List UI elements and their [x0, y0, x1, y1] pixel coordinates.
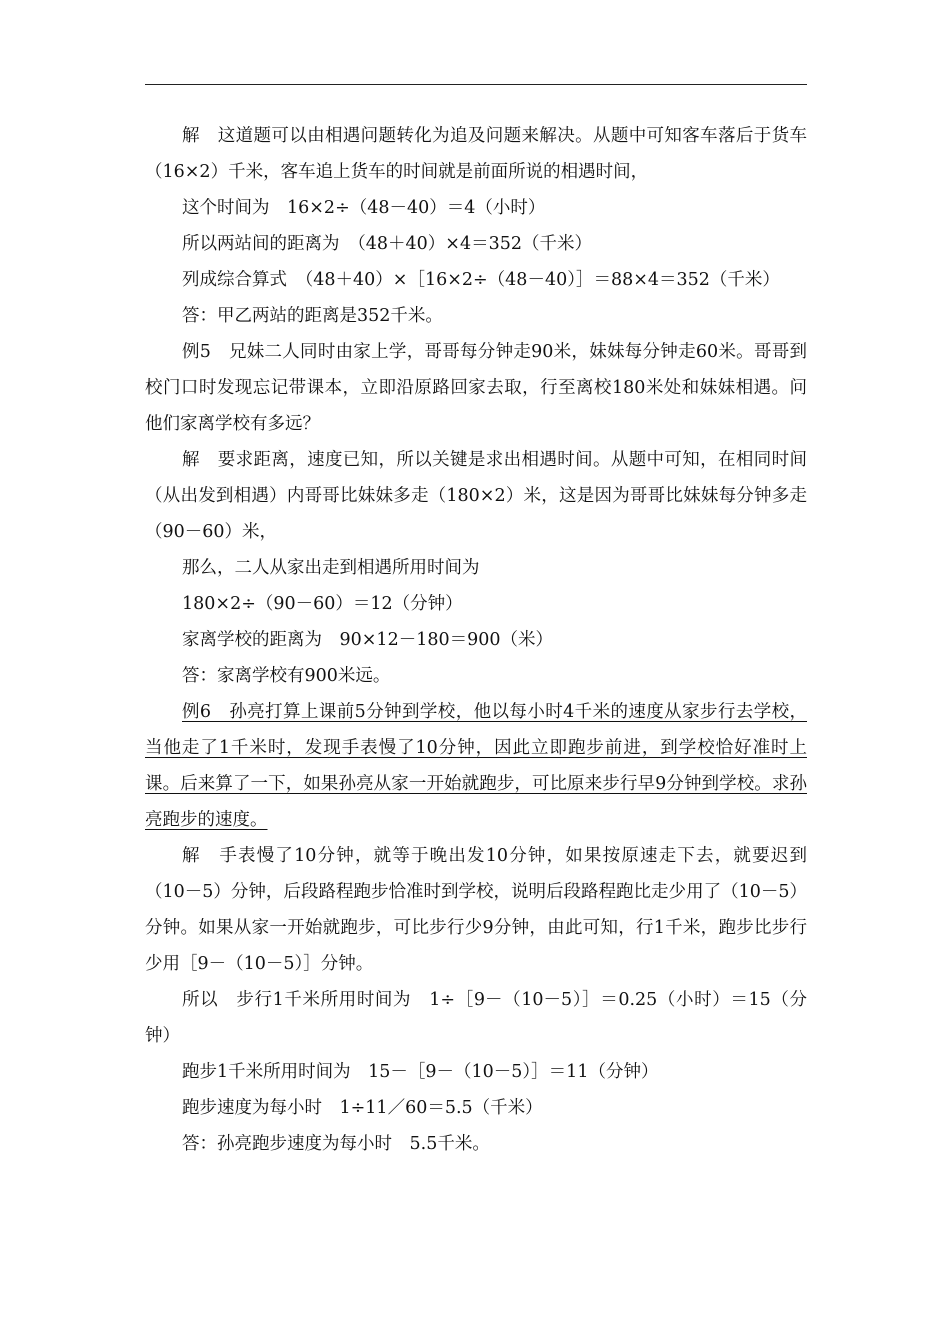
document-body: [145, 118, 807, 1162]
header-rule: [145, 84, 807, 85]
paragraph: 答：孙亮跑步速度为每小时 5.5千米。: [182, 1134, 490, 1154]
paragraph: 所以 步行1千米所用时间为 1÷［9－（10－5）］＝0.25（小时）＝15（分钟）: [145, 990, 807, 1046]
paragraph: 答：家离学校有900米远。: [182, 666, 391, 686]
paragraph: 答：甲乙两站的距离是352千米。: [182, 306, 443, 326]
paragraph-example-5: 例5 兄妹二人同时由家上学，哥哥每分钟走90米，妹妹每分钟走60米。哥哥到校门口时发现忘记带课本，立即沿原路回家去取，行至离校180米处和妹妹相遇。问他们家离学校有多远？: [145, 342, 807, 434]
paragraph: 那么，二人从家出走到相遇所用时间为: [182, 558, 480, 578]
paragraph: 家离学校的距离为 90×12－180＝900（米）: [182, 630, 554, 650]
paragraph: 这个时间为 16×2÷（48－40）＝4（小时）: [182, 198, 546, 218]
paragraph: 跑步1千米所用时间为 15－［9－（10－5）］＝11（分钟）: [182, 1062, 659, 1082]
paragraph: 所以两站间的距离为 （48＋40）×4＝352（千米）: [182, 234, 592, 254]
paragraph-example-6: 例6 孙亮打算上课前5分钟到学校，他以每小时4千米的速度从家步行去学校，当他走了1千米时，发现手表慢了10分钟，因此立即跑步前进，到学校恰好准时上课。后来算了一下，如果孙亮从家一开始就跑步，可比原来步行早9分钟到学校。求孙亮跑步的速度。: [145, 702, 807, 830]
paragraph: 180×2÷（90－60）＝12（分钟）: [182, 594, 463, 614]
paragraph: 跑步速度为每小时 1÷11／60＝5.5（千米）: [182, 1098, 543, 1118]
paragraph: 解 要求距离，速度已知，所以关键是求出相遇时间。从题中可知，在相同时间（从出发到相遇）内哥哥比妹妹多走（180×2）米，这是因为哥哥比妹妹每分钟多走（90－60）米，: [145, 450, 807, 542]
paragraph: 解 这道题可以由相遇问题转化为追及问题来解决。从题中可知客车落后于货车（16×2）千米，客车追上货车的时间就是前面所说的相遇时间，: [145, 126, 807, 182]
paragraph: 解 手表慢了10分钟，就等于晚出发10分钟，如果按原速走下去，就要迟到（10－5）分钟，后段路程跑步恰准时到学校，说明后段路程跑比走少用了（10－5）分钟。如果从家一开始就跑步，可比步行少9分钟，由此可知，行1千米，跑步比步行少用［9－（10－5）］分钟。: [145, 846, 807, 974]
paragraph: 列成综合算式 （48＋40）×［16×2÷（48－40）］＝88×4＝352（千米）: [182, 270, 780, 290]
